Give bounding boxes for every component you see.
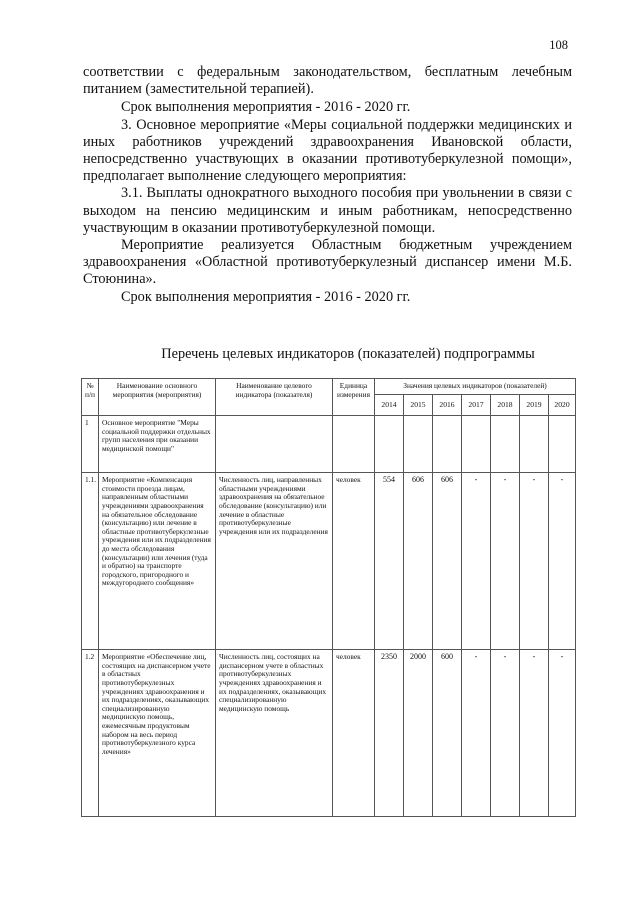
cell-value: - [549,650,576,817]
cell-value: - [491,473,520,650]
cell-value: - [462,650,491,817]
header-year: 2018 [491,394,520,416]
cell-indicator: Численность лиц, направленных областными учреждениями здравоохранения на обязательное обследование (консультацию) или лечение в областные противотуберкулезные учреждения или их подразделения [216,473,333,650]
cell-unit: человек [333,650,375,817]
cell-value [549,416,576,473]
cell-num: 1.1. [82,473,99,650]
cell-num: 1 [82,416,99,473]
header-unit: Единица измерения [333,379,375,416]
cell-value: 606 [433,473,462,650]
indicators-table [81,378,576,817]
table-row [82,650,576,817]
cell-activity: Мероприятие «Обеспечение лиц, состоящих на диспансерном учете в областных противотуберкулезных учреждениях здравоохранения и их подразделениях, оказывающих специализированную медицинскую помощь, ежемесячным продуктовым набором на весь период противотуберкулезного курса лечения» [99,650,216,817]
cell-value [462,416,491,473]
cell-value [404,416,433,473]
table-title: Перечень целевых индикаторов (показателей) подпрограммы [161,346,535,362]
body-text [83,64,572,306]
cell-value: - [462,473,491,650]
paragraph: Срок выполнения мероприятия - 2016 - 2020 гг. [121,99,411,116]
paragraph: Мероприятие реализуется Областным бюджетным учреждением здравоохранения «Областной противотуберкулезный диспансер имени М.Б. Стоюнина». [83,237,572,288]
header-year: 2017 [462,394,491,416]
header-values: Значения целевых индикаторов (показателей) [375,379,576,395]
cell-value [491,416,520,473]
paragraph: 3. Основное мероприятие «Меры социальной поддержки медицинских и иных работников учреждений здравоохранения Ивановской области, непосредственно участвующих в оказании противотуберкулезной помощи», предполагает выполнение следующего мероприятия: [83,116,572,185]
cell-value: 2350 [375,650,404,817]
cell-activity: Мероприятие «Компенсация стоимости проезда лицам, направленным областными учреждениями здравоохранения на обязательное обследование (консультацию) или лечение в областные противотуберкулезные учреждения или их подразделения до места обследования (консультации) или лечения (туда и обратно) на транспорте городского, пригородного и междугороднего сообщения» [99,473,216,650]
paragraph: Срок выполнения мероприятия - 2016 - 2020 гг. [121,288,411,305]
cell-activity: Основное мероприятие "Меры социальной поддержки отдельных групп населения при оказании медицинской помощи" [99,416,216,473]
header-year: 2015 [404,394,433,416]
table-header-row [82,379,576,395]
cell-value: 2000 [404,650,433,817]
cell-value [375,416,404,473]
cell-num: 1.2 [82,650,99,817]
header-num: № п/п [82,379,99,416]
cell-value: - [520,473,549,650]
table-row [82,473,576,650]
cell-indicator [216,416,333,473]
header-indicator: Наименование целевого индикатора (показателя) [216,379,333,416]
cell-value: 554 [375,473,404,650]
cell-unit: человек [333,473,375,650]
cell-value: - [520,650,549,817]
cell-indicator: Численность лиц, состоящих на диспансерном учете в областных противотуберкулезных учреждениях здравоохранения и их подразделениях, оказывающих специализированную медицинскую помощь [216,650,333,817]
header-year: 2016 [433,394,462,416]
table-row [82,416,576,473]
cell-value [520,416,549,473]
paragraph: соответствии с федеральным законодательством, бесплатным лечебным питанием (заместительной терапией). [83,64,572,98]
header-activity: Наименование основного мероприятия (мероприятия) [99,379,216,416]
cell-value [433,416,462,473]
header-year: 2020 [549,394,576,416]
header-year: 2014 [375,394,404,416]
cell-unit [333,416,375,473]
cell-value: - [491,650,520,817]
page-number: 108 [549,38,568,52]
cell-value: - [549,473,576,650]
paragraph: 3.1. Выплаты однократного выходного пособия при увольнении в связи с выходом на пенсию медицинским и иным работникам, непосредственно участвующим в оказании противотуберкулезной помощи. [83,185,572,236]
cell-value: 606 [404,473,433,650]
header-year: 2019 [520,394,549,416]
cell-value: 600 [433,650,462,817]
